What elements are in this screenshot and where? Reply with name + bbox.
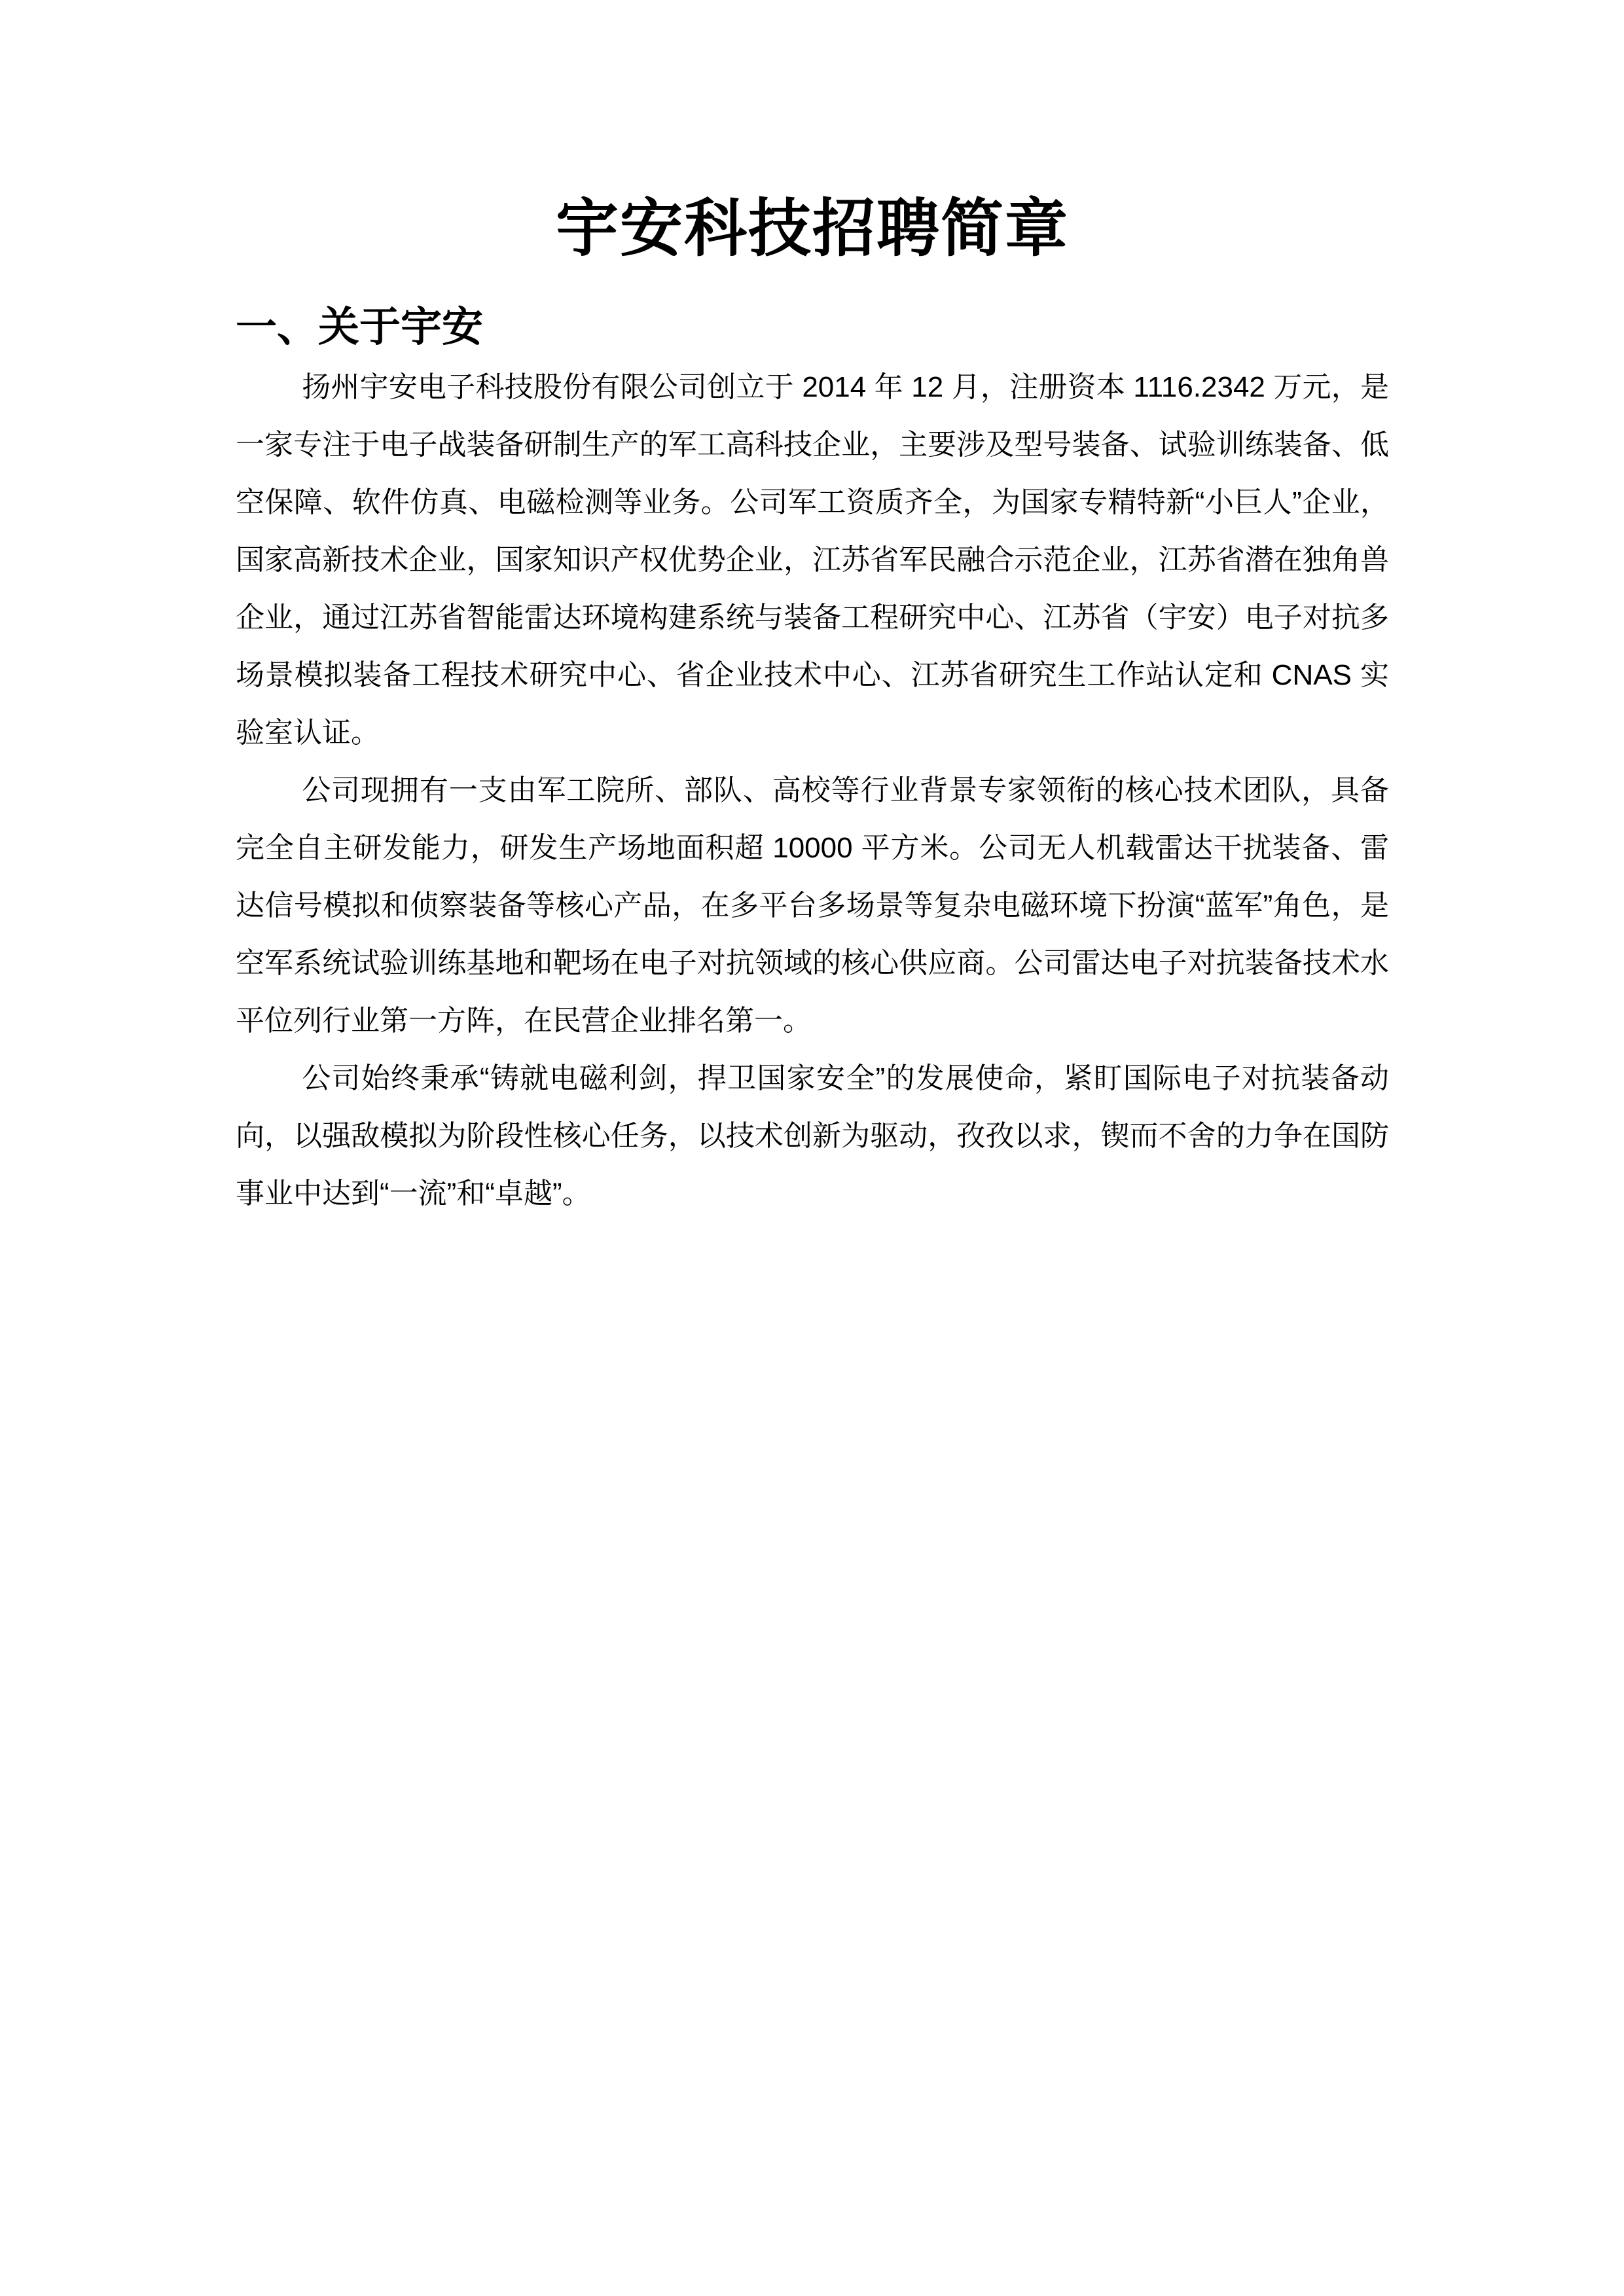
paragraph-team-products: 公司现拥有一支由军工院所、部队、高校等行业背景专家领衔的核心技术团队，具备完全自主研发能力，研发生产场地面积超 10000 平方米。公司无人机载雷达干扰装备、雷达信号模拟和侦察装备等核心产品，在多平台多场景等复杂电磁环境下扮演“蓝军”角色，是空军系统试验训练基地和靶场在电子对抗领域的核心供应商。公司雷达电子对抗装备技术水平位列行业第一方阵，在民营企业排名第一。 (236, 774, 1389, 1037)
section-heading-about: 一、关于宇安 (236, 304, 483, 350)
section-body (236, 359, 1389, 1223)
document-title: 宇安科技招聘简章 (556, 194, 1069, 264)
document-content (236, 183, 1389, 1223)
paragraph-company-intro: 扬州宇安电子科技股份有限公司创立于 2014 年 12 月，注册资本 1116.2342 万元，是一家专注于电子战装备研制生产的军工高科技企业，主要涉及型号装备、试验训练装备、低空保障、软件仿真、电磁检测等业务。公司军工资质齐全，为国家专精特新“小巨人”企业，国家高新技术企业，国家知识产权优势企业，江苏省军民融合示范企业，江苏省潜在独角兽企业，通过江苏省智能雷达环境构建系统与装备工程研究中心、江苏省（宇安）电子对抗多场景模拟装备工程技术研究中心、省企业技术中心、江苏省研究生工作站认定和 CNAS 实验室认证。 (236, 371, 1389, 749)
paragraph-mission: 公司始终秉承“铸就电磁利剑，捍卫国家安全”的发展使命，紧盯国际电子对抗装备动向，以强敌模拟为阶段性核心任务，以技术创新为驱动，孜孜以求，锲而不舍的力争在国防事业中达到“一流”和“卓越”。 (236, 1062, 1389, 1210)
